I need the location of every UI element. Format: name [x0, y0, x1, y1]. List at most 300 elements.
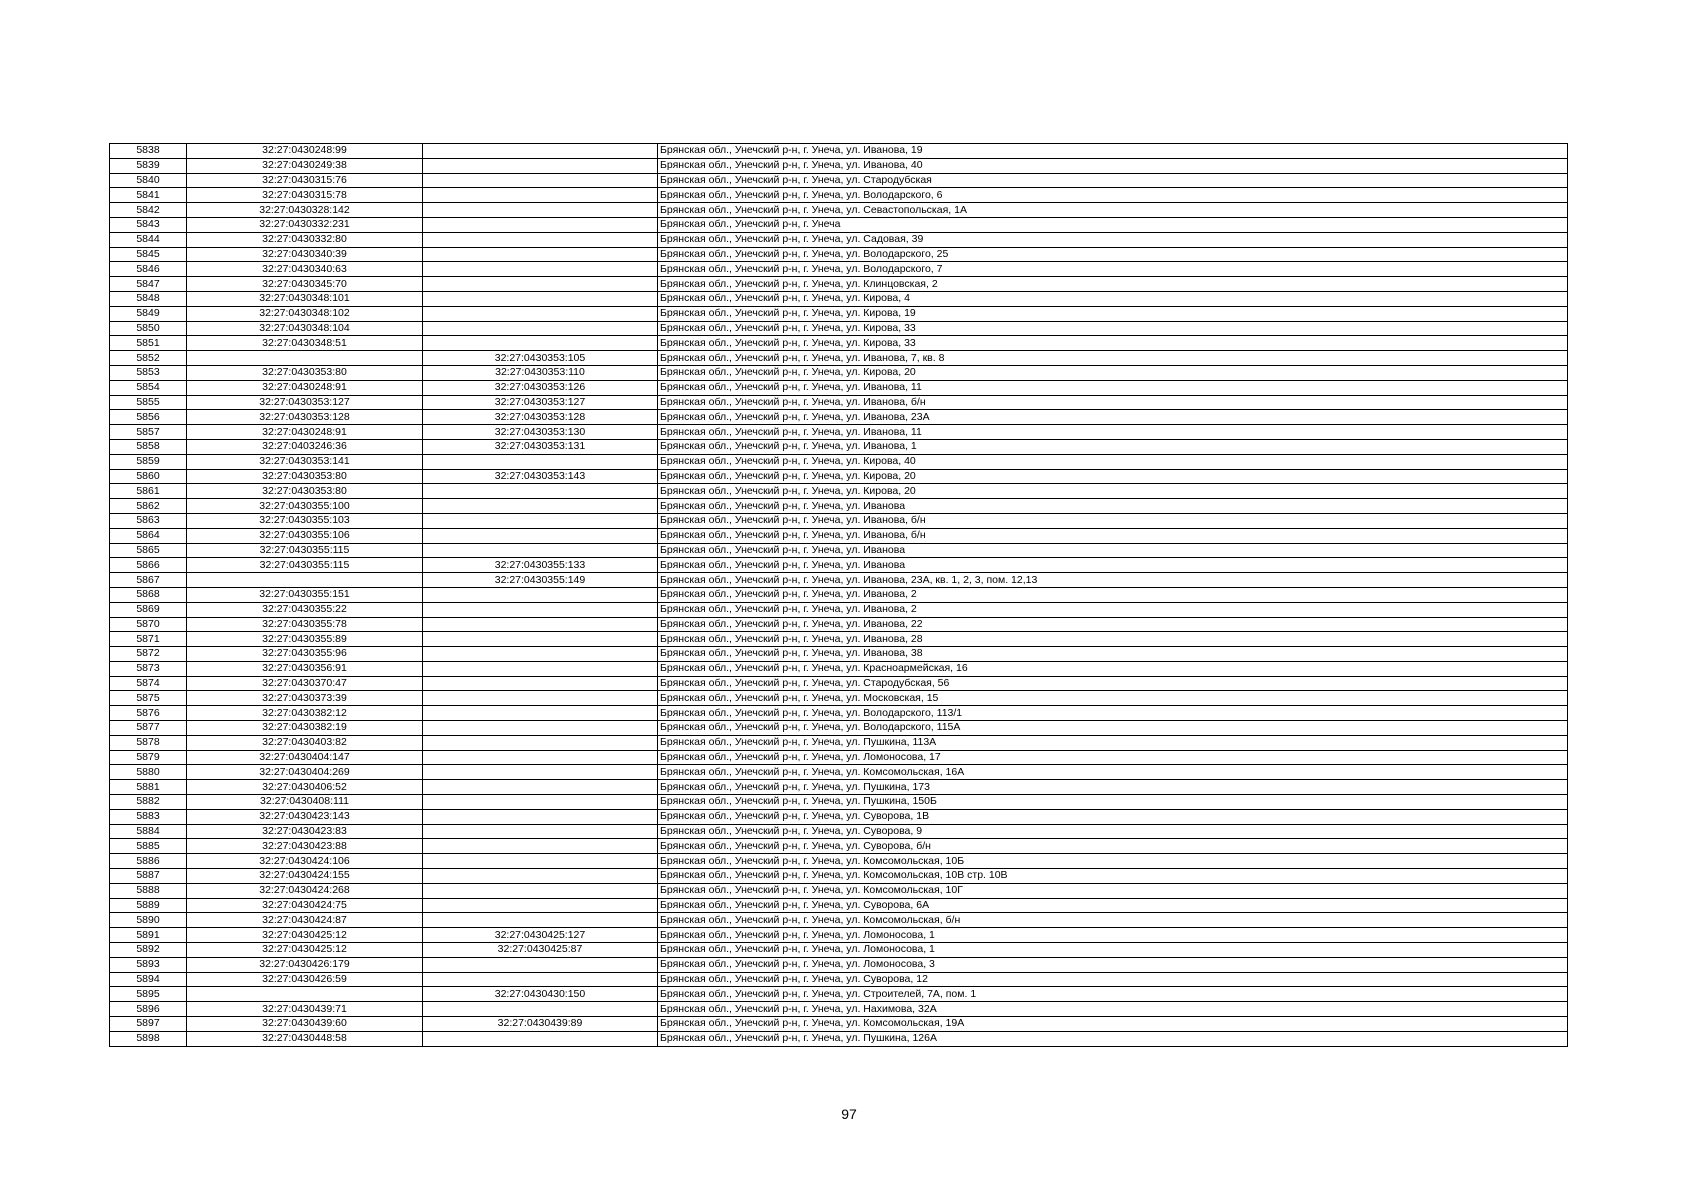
cadastral-number-cell: 32:27:0430355:22	[187, 602, 423, 617]
row-number-cell: 5886	[110, 854, 187, 869]
cadastral-number-cell: 32:27:0430373:39	[187, 691, 423, 706]
address-cell: Брянская обл., Унечский р-н, г. Унеча, ул. Суворова, 12	[658, 972, 1568, 987]
address-cell: Брянская обл., Унечский р-н, г. Унеча, ул. Московская, 15	[658, 691, 1568, 706]
table-row	[110, 883, 1568, 898]
address-cell: Брянская обл., Унечский р-н, г. Унеча, ул. Иванова	[658, 543, 1568, 558]
cadastral-number-cell: 32:27:0430424:87	[187, 913, 423, 928]
table-row	[110, 513, 1568, 528]
table-row	[110, 943, 1568, 958]
cadastral-number-cell: 32:27:0403246:36	[187, 439, 423, 454]
linked-cadastral-number-cell	[423, 721, 658, 736]
linked-cadastral-number-cell: 32:27:0430355:149	[423, 573, 658, 588]
table-row	[110, 957, 1568, 972]
cadastral-number-cell: 32:27:0430424:268	[187, 883, 423, 898]
cadastral-number-cell: 32:27:0430348:51	[187, 336, 423, 351]
linked-cadastral-number-cell	[423, 321, 658, 336]
table-row	[110, 647, 1568, 662]
table-row	[110, 735, 1568, 750]
table-row	[110, 913, 1568, 928]
row-number-cell: 5859	[110, 454, 187, 469]
address-cell: Брянская обл., Унечский р-н, г. Унеча, ул. Иванова, 1	[658, 439, 1568, 454]
cadastral-number-cell: 32:27:0430355:100	[187, 499, 423, 514]
row-number-cell: 5877	[110, 721, 187, 736]
linked-cadastral-number-cell	[423, 839, 658, 854]
table-row	[110, 602, 1568, 617]
cadastral-number-cell: 32:27:0430340:39	[187, 247, 423, 262]
row-number-cell: 5847	[110, 277, 187, 292]
linked-cadastral-number-cell	[423, 336, 658, 351]
table-row	[110, 898, 1568, 913]
linked-cadastral-number-cell	[423, 232, 658, 247]
linked-cadastral-number-cell: 32:27:0430353:110	[423, 365, 658, 380]
address-cell: Брянская обл., Унечский р-н, г. Унеча, ул. Строителей, 7А, пом. 1	[658, 987, 1568, 1002]
cadastral-number-cell: 32:27:0430353:80	[187, 365, 423, 380]
row-number-cell: 5874	[110, 676, 187, 691]
address-cell: Брянская обл., Унечский р-н, г. Унеча, ул. Стародубская	[658, 173, 1568, 188]
address-cell: Брянская обл., Унечский р-н, г. Унеча, ул. Севастопольская, 1А	[658, 203, 1568, 218]
linked-cadastral-number-cell	[423, 632, 658, 647]
table-row	[110, 987, 1568, 1002]
table-row	[110, 469, 1568, 484]
cadastral-number-cell: 32:27:0430423:88	[187, 839, 423, 854]
cadastral-number-cell: 32:27:0430403:82	[187, 735, 423, 750]
table-row	[110, 573, 1568, 588]
cadastral-number-cell: 32:27:0430439:60	[187, 1017, 423, 1032]
linked-cadastral-number-cell	[423, 513, 658, 528]
row-number-cell: 5870	[110, 617, 187, 632]
cadastral-number-cell: 32:27:0430328:142	[187, 203, 423, 218]
linked-cadastral-number-cell	[423, 158, 658, 173]
cadastral-number-cell: 32:27:0430439:71	[187, 1002, 423, 1017]
cadastral-number-cell: 32:27:0430355:106	[187, 528, 423, 543]
row-number-cell: 5869	[110, 602, 187, 617]
address-cell: Брянская обл., Унечский р-н, г. Унеча, ул. Иванова, б/н	[658, 528, 1568, 543]
address-cell: Брянская обл., Унечский р-н, г. Унеча, ул. Иванова, 7, кв. 8	[658, 351, 1568, 366]
cadastral-number-cell: 32:27:0430353:80	[187, 469, 423, 484]
cadastral-number-cell: 32:27:0430382:12	[187, 706, 423, 721]
cadastral-number-cell: 32:27:0430425:12	[187, 943, 423, 958]
address-cell: Брянская обл., Унечский р-н, г. Унеча	[658, 217, 1568, 232]
row-number-cell: 5839	[110, 158, 187, 173]
table-row	[110, 306, 1568, 321]
row-number-cell: 5838	[110, 144, 187, 159]
registry-table-body	[110, 144, 1568, 1047]
address-cell: Брянская обл., Унечский р-н, г. Унеча, ул. Комсомольская, 10В стр. 10В	[658, 869, 1568, 884]
address-cell: Брянская обл., Унечский р-н, г. Унеча, ул. Комсомольская, 10Г	[658, 883, 1568, 898]
table-row	[110, 365, 1568, 380]
cadastral-number-cell: 32:27:0430355:96	[187, 647, 423, 662]
linked-cadastral-number-cell: 32:27:0430439:89	[423, 1017, 658, 1032]
row-number-cell: 5865	[110, 543, 187, 558]
page-number: 97	[841, 1106, 857, 1122]
cadastral-number-cell: 32:27:0430248:99	[187, 144, 423, 159]
row-number-cell: 5891	[110, 928, 187, 943]
row-number-cell: 5857	[110, 425, 187, 440]
row-number-cell: 5868	[110, 587, 187, 602]
table-row	[110, 188, 1568, 203]
registry-table	[109, 143, 1568, 1047]
address-cell: Брянская обл., Унечский р-н, г. Унеча, ул. Иванова	[658, 499, 1568, 514]
address-cell: Брянская обл., Унечский р-н, г. Унеча, ул. Комсомольская, 16А	[658, 765, 1568, 780]
row-number-cell: 5876	[110, 706, 187, 721]
address-cell: Брянская обл., Унечский р-н, г. Унеча, ул. Садовая, 39	[658, 232, 1568, 247]
table-row	[110, 558, 1568, 573]
linked-cadastral-number-cell	[423, 306, 658, 321]
linked-cadastral-number-cell	[423, 454, 658, 469]
row-number-cell: 5863	[110, 513, 187, 528]
cadastral-number-cell: 32:27:0430424:75	[187, 898, 423, 913]
address-cell: Брянская обл., Унечский р-н, г. Унеча, ул. Иванова, 2	[658, 602, 1568, 617]
row-number-cell: 5861	[110, 484, 187, 499]
linked-cadastral-number-cell	[423, 1031, 658, 1046]
row-number-cell: 5888	[110, 883, 187, 898]
linked-cadastral-number-cell	[423, 291, 658, 306]
row-number-cell: 5846	[110, 262, 187, 277]
linked-cadastral-number-cell	[423, 188, 658, 203]
linked-cadastral-number-cell	[423, 972, 658, 987]
cadastral-number-cell: 32:27:0430404:269	[187, 765, 423, 780]
table-row	[110, 173, 1568, 188]
cadastral-number-cell: 32:27:0430356:91	[187, 661, 423, 676]
linked-cadastral-number-cell	[423, 217, 658, 232]
cadastral-number-cell: 32:27:0430348:101	[187, 291, 423, 306]
linked-cadastral-number-cell: 32:27:0430430:150	[423, 987, 658, 1002]
linked-cadastral-number-cell: 32:27:0430353:128	[423, 410, 658, 425]
row-number-cell: 5853	[110, 365, 187, 380]
address-cell: Брянская обл., Унечский р-н, г. Унеча, ул. Кирова, 20	[658, 484, 1568, 499]
address-cell: Брянская обл., Унечский р-н, г. Унеча, ул. Володарского, 115А	[658, 721, 1568, 736]
table-row	[110, 1031, 1568, 1046]
address-cell: Брянская обл., Унечский р-н, г. Унеча, ул. Иванова, 19	[658, 144, 1568, 159]
cadastral-number-cell: 32:27:0430406:52	[187, 780, 423, 795]
cadastral-number-cell: 32:27:0430355:151	[187, 587, 423, 602]
linked-cadastral-number-cell: 32:27:0430353:105	[423, 351, 658, 366]
cadastral-number-cell: 32:27:0430355:115	[187, 558, 423, 573]
linked-cadastral-number-cell	[423, 735, 658, 750]
row-number-cell: 5850	[110, 321, 187, 336]
linked-cadastral-number-cell	[423, 706, 658, 721]
address-cell: Брянская обл., Унечский р-н, г. Унеча, ул. Красноармейская, 16	[658, 661, 1568, 676]
table-row	[110, 854, 1568, 869]
row-number-cell: 5878	[110, 735, 187, 750]
linked-cadastral-number-cell	[423, 676, 658, 691]
address-cell: Брянская обл., Унечский р-н, г. Унеча, ул. Суворова, 6А	[658, 898, 1568, 913]
table-row	[110, 928, 1568, 943]
row-number-cell: 5879	[110, 750, 187, 765]
cadastral-number-cell	[187, 987, 423, 1002]
linked-cadastral-number-cell	[423, 765, 658, 780]
address-cell: Брянская обл., Унечский р-н, г. Унеча, ул. Иванова, 2	[658, 587, 1568, 602]
row-number-cell: 5890	[110, 913, 187, 928]
cadastral-number-cell: 32:27:0430315:76	[187, 173, 423, 188]
cadastral-number-cell: 32:27:0430248:91	[187, 380, 423, 395]
row-number-cell: 5843	[110, 217, 187, 232]
address-cell: Брянская обл., Унечский р-н, г. Унеча, ул. Иванова, 40	[658, 158, 1568, 173]
table-row	[110, 691, 1568, 706]
cadastral-number-cell: 32:27:0430404:147	[187, 750, 423, 765]
row-number-cell: 5883	[110, 809, 187, 824]
table-row	[110, 499, 1568, 514]
address-cell: Брянская обл., Унечский р-н, г. Унеча, ул. Ломоносова, 1	[658, 943, 1568, 958]
table-row	[110, 780, 1568, 795]
address-cell: Брянская обл., Унечский р-н, г. Унеча, ул. Кирова, 4	[658, 291, 1568, 306]
cadastral-number-cell: 32:27:0430424:155	[187, 869, 423, 884]
linked-cadastral-number-cell	[423, 691, 658, 706]
address-cell: Брянская обл., Унечский р-н, г. Унеча, ул. Нахимова, 32А	[658, 1002, 1568, 1017]
row-number-cell: 5873	[110, 661, 187, 676]
address-cell: Брянская обл., Унечский р-н, г. Унеча, ул. Иванова, 11	[658, 425, 1568, 440]
row-number-cell: 5856	[110, 410, 187, 425]
table-row	[110, 809, 1568, 824]
cadastral-number-cell: 32:27:0430355:89	[187, 632, 423, 647]
linked-cadastral-number-cell	[423, 173, 658, 188]
table-row	[110, 439, 1568, 454]
linked-cadastral-number-cell	[423, 647, 658, 662]
table-row	[110, 632, 1568, 647]
cadastral-number-cell: 32:27:0430355:78	[187, 617, 423, 632]
row-number-cell: 5897	[110, 1017, 187, 1032]
cadastral-number-cell: 32:27:0430423:83	[187, 824, 423, 839]
address-cell: Брянская обл., Унечский р-н, г. Унеча, ул. Пушкина, 173	[658, 780, 1568, 795]
table-row	[110, 380, 1568, 395]
cadastral-number-cell: 32:27:0430355:103	[187, 513, 423, 528]
address-cell: Брянская обл., Унечский р-н, г. Унеча, ул. Ломоносова, 3	[658, 957, 1568, 972]
linked-cadastral-number-cell: 32:27:0430353:130	[423, 425, 658, 440]
table-row	[110, 291, 1568, 306]
row-number-cell: 5872	[110, 647, 187, 662]
row-number-cell: 5884	[110, 824, 187, 839]
linked-cadastral-number-cell: 32:27:0430353:126	[423, 380, 658, 395]
table-row	[110, 706, 1568, 721]
address-cell: Брянская обл., Унечский р-н, г. Унеча, ул. Комсомольская, б/н	[658, 913, 1568, 928]
address-cell: Брянская обл., Унечский р-н, г. Унеча, ул. Клинцовская, 2	[658, 277, 1568, 292]
row-number-cell: 5842	[110, 203, 187, 218]
table-row	[110, 750, 1568, 765]
cadastral-number-cell: 32:27:0430448:58	[187, 1031, 423, 1046]
row-number-cell: 5849	[110, 306, 187, 321]
table-row	[110, 587, 1568, 602]
row-number-cell: 5875	[110, 691, 187, 706]
table-row	[110, 765, 1568, 780]
linked-cadastral-number-cell: 32:27:0430353:143	[423, 469, 658, 484]
address-cell: Брянская обл., Унечский р-н, г. Унеча, ул. Кирова, 40	[658, 454, 1568, 469]
table-row	[110, 203, 1568, 218]
table-row	[110, 721, 1568, 736]
table-row	[110, 336, 1568, 351]
row-number-cell: 5887	[110, 869, 187, 884]
cadastral-number-cell: 32:27:0430426:179	[187, 957, 423, 972]
linked-cadastral-number-cell	[423, 661, 658, 676]
linked-cadastral-number-cell	[423, 484, 658, 499]
table-row	[110, 144, 1568, 159]
row-number-cell: 5845	[110, 247, 187, 262]
linked-cadastral-number-cell	[423, 780, 658, 795]
table-row	[110, 158, 1568, 173]
row-number-cell: 5880	[110, 765, 187, 780]
row-number-cell: 5881	[110, 780, 187, 795]
row-number-cell: 5882	[110, 795, 187, 810]
cadastral-number-cell: 32:27:0430248:91	[187, 425, 423, 440]
table-row	[110, 676, 1568, 691]
cadastral-number-cell: 32:27:0430345:70	[187, 277, 423, 292]
cadastral-number-cell: 32:27:0430370:47	[187, 676, 423, 691]
row-number-cell: 5851	[110, 336, 187, 351]
table-row	[110, 247, 1568, 262]
address-cell: Брянская обл., Унечский р-н, г. Унеча, ул. Кирова, 33	[658, 336, 1568, 351]
address-cell: Брянская обл., Унечский р-н, г. Унеча, ул. Кирова, 20	[658, 365, 1568, 380]
row-number-cell: 5841	[110, 188, 187, 203]
row-number-cell: 5894	[110, 972, 187, 987]
address-cell: Брянская обл., Унечский р-н, г. Унеча, ул. Иванова, б/н	[658, 513, 1568, 528]
table-row	[110, 1017, 1568, 1032]
table-row	[110, 425, 1568, 440]
table-row	[110, 232, 1568, 247]
address-cell: Брянская обл., Унечский р-н, г. Унеча, ул. Володарского, 113/1	[658, 706, 1568, 721]
address-cell: Брянская обл., Унечский р-н, г. Унеча, ул. Иванова, 22	[658, 617, 1568, 632]
address-cell: Брянская обл., Унечский р-н, г. Унеча, ул. Суворова, б/н	[658, 839, 1568, 854]
address-cell: Брянская обл., Унечский р-н, г. Унеча, ул. Пушкина, 113А	[658, 735, 1568, 750]
table-row	[110, 262, 1568, 277]
linked-cadastral-number-cell	[423, 913, 658, 928]
table-row	[110, 484, 1568, 499]
linked-cadastral-number-cell	[423, 203, 658, 218]
address-cell: Брянская обл., Унечский р-н, г. Унеча, ул. Иванова, 11	[658, 380, 1568, 395]
table-row	[110, 454, 1568, 469]
row-number-cell: 5893	[110, 957, 187, 972]
table-row	[110, 839, 1568, 854]
linked-cadastral-number-cell	[423, 795, 658, 810]
cadastral-number-cell: 32:27:0430353:127	[187, 395, 423, 410]
linked-cadastral-number-cell	[423, 617, 658, 632]
linked-cadastral-number-cell	[423, 869, 658, 884]
row-number-cell: 5858	[110, 439, 187, 454]
linked-cadastral-number-cell	[423, 883, 658, 898]
linked-cadastral-number-cell	[423, 247, 658, 262]
cadastral-number-cell: 32:27:0430332:80	[187, 232, 423, 247]
row-number-cell: 5844	[110, 232, 187, 247]
cadastral-number-cell: 32:27:0430332:231	[187, 217, 423, 232]
linked-cadastral-number-cell	[423, 499, 658, 514]
linked-cadastral-number-cell	[423, 824, 658, 839]
cadastral-number-cell: 32:27:0430315:78	[187, 188, 423, 203]
cadastral-number-cell: 32:27:0430382:19	[187, 721, 423, 736]
address-cell: Брянская обл., Унечский р-н, г. Унеча, ул. Иванова, б/н	[658, 395, 1568, 410]
linked-cadastral-number-cell	[423, 587, 658, 602]
row-number-cell: 5898	[110, 1031, 187, 1046]
address-cell: Брянская обл., Унечский р-н, г. Унеча, ул. Комсомольская, 19А	[658, 1017, 1568, 1032]
address-cell: Брянская обл., Унечский р-н, г. Унеча, ул. Иванова, 23А, кв. 1, 2, 3, пом. 12,13	[658, 573, 1568, 588]
linked-cadastral-number-cell	[423, 262, 658, 277]
cadastral-number-cell: 32:27:0430348:102	[187, 306, 423, 321]
table-row	[110, 217, 1568, 232]
address-cell: Брянская обл., Унечский р-н, г. Унеча, ул. Володарского, 25	[658, 247, 1568, 262]
row-number-cell: 5860	[110, 469, 187, 484]
row-number-cell: 5854	[110, 380, 187, 395]
row-number-cell: 5867	[110, 573, 187, 588]
table-row	[110, 410, 1568, 425]
table-row	[110, 1002, 1568, 1017]
address-cell: Брянская обл., Унечский р-н, г. Унеча, ул. Иванова	[658, 558, 1568, 573]
cadastral-number-cell: 32:27:0430424:106	[187, 854, 423, 869]
address-cell: Брянская обл., Унечский р-н, г. Унеча, ул. Суворова, 9	[658, 824, 1568, 839]
linked-cadastral-number-cell	[423, 602, 658, 617]
address-cell: Брянская обл., Унечский р-н, г. Унеча, ул. Кирова, 33	[658, 321, 1568, 336]
cadastral-number-cell: 32:27:0430249:38	[187, 158, 423, 173]
row-number-cell: 5855	[110, 395, 187, 410]
address-cell: Брянская обл., Унечский р-н, г. Унеча, ул. Пушкина, 150Б	[658, 795, 1568, 810]
linked-cadastral-number-cell	[423, 957, 658, 972]
row-number-cell: 5862	[110, 499, 187, 514]
address-cell: Брянская обл., Унечский р-н, г. Унеча, ул. Суворова, 1В	[658, 809, 1568, 824]
linked-cadastral-number-cell	[423, 750, 658, 765]
row-number-cell: 5889	[110, 898, 187, 913]
cadastral-number-cell: 32:27:0430353:141	[187, 454, 423, 469]
row-number-cell: 5864	[110, 528, 187, 543]
cadastral-number-cell: 32:27:0430408:111	[187, 795, 423, 810]
table-row	[110, 824, 1568, 839]
linked-cadastral-number-cell	[423, 528, 658, 543]
table-row	[110, 869, 1568, 884]
cadastral-number-cell: 32:27:0430353:80	[187, 484, 423, 499]
cadastral-number-cell: 32:27:0430425:12	[187, 928, 423, 943]
address-cell: Брянская обл., Унечский р-н, г. Унеча, ул. Кирова, 20	[658, 469, 1568, 484]
table-row	[110, 277, 1568, 292]
table-row	[110, 617, 1568, 632]
address-cell: Брянская обл., Унечский р-н, г. Унеча, ул. Кирова, 19	[658, 306, 1568, 321]
linked-cadastral-number-cell: 32:27:0430425:87	[423, 943, 658, 958]
table-row	[110, 395, 1568, 410]
address-cell: Брянская обл., Унечский р-н, г. Унеча, ул. Иванова, 23А	[658, 410, 1568, 425]
linked-cadastral-number-cell	[423, 809, 658, 824]
linked-cadastral-number-cell	[423, 144, 658, 159]
cadastral-number-cell	[187, 351, 423, 366]
cadastral-number-cell: 32:27:0430340:63	[187, 262, 423, 277]
linked-cadastral-number-cell: 32:27:0430353:131	[423, 439, 658, 454]
cadastral-number-cell: 32:27:0430353:128	[187, 410, 423, 425]
linked-cadastral-number-cell	[423, 277, 658, 292]
linked-cadastral-number-cell	[423, 1002, 658, 1017]
linked-cadastral-number-cell: 32:27:0430425:127	[423, 928, 658, 943]
linked-cadastral-number-cell	[423, 898, 658, 913]
address-cell: Брянская обл., Унечский р-н, г. Унеча, ул. Комсомольская, 10Б	[658, 854, 1568, 869]
linked-cadastral-number-cell	[423, 854, 658, 869]
table-row	[110, 351, 1568, 366]
row-number-cell: 5871	[110, 632, 187, 647]
address-cell: Брянская обл., Унечский р-н, г. Унеча, ул. Ломоносова, 17	[658, 750, 1568, 765]
table-row	[110, 795, 1568, 810]
table-row	[110, 543, 1568, 558]
table-row	[110, 972, 1568, 987]
table-row	[110, 321, 1568, 336]
linked-cadastral-number-cell: 32:27:0430353:127	[423, 395, 658, 410]
row-number-cell: 5848	[110, 291, 187, 306]
row-number-cell: 5892	[110, 943, 187, 958]
cadastral-number-cell: 32:27:0430355:115	[187, 543, 423, 558]
address-cell: Брянская обл., Унечский р-н, г. Унеча, ул. Ломоносова, 1	[658, 928, 1568, 943]
cadastral-number-cell: 32:27:0430423:143	[187, 809, 423, 824]
row-number-cell: 5896	[110, 1002, 187, 1017]
cadastral-number-cell: 32:27:0430426:59	[187, 972, 423, 987]
row-number-cell: 5840	[110, 173, 187, 188]
row-number-cell: 5895	[110, 987, 187, 1002]
cadastral-number-cell: 32:27:0430348:104	[187, 321, 423, 336]
row-number-cell: 5885	[110, 839, 187, 854]
address-cell: Брянская обл., Унечский р-н, г. Унеча, ул. Иванова, 28	[658, 632, 1568, 647]
table-row	[110, 661, 1568, 676]
address-cell: Брянская обл., Унечский р-н, г. Унеча, ул. Пушкина, 126А	[658, 1031, 1568, 1046]
table-row	[110, 528, 1568, 543]
address-cell: Брянская обл., Унечский р-н, г. Унеча, ул. Иванова, 38	[658, 647, 1568, 662]
